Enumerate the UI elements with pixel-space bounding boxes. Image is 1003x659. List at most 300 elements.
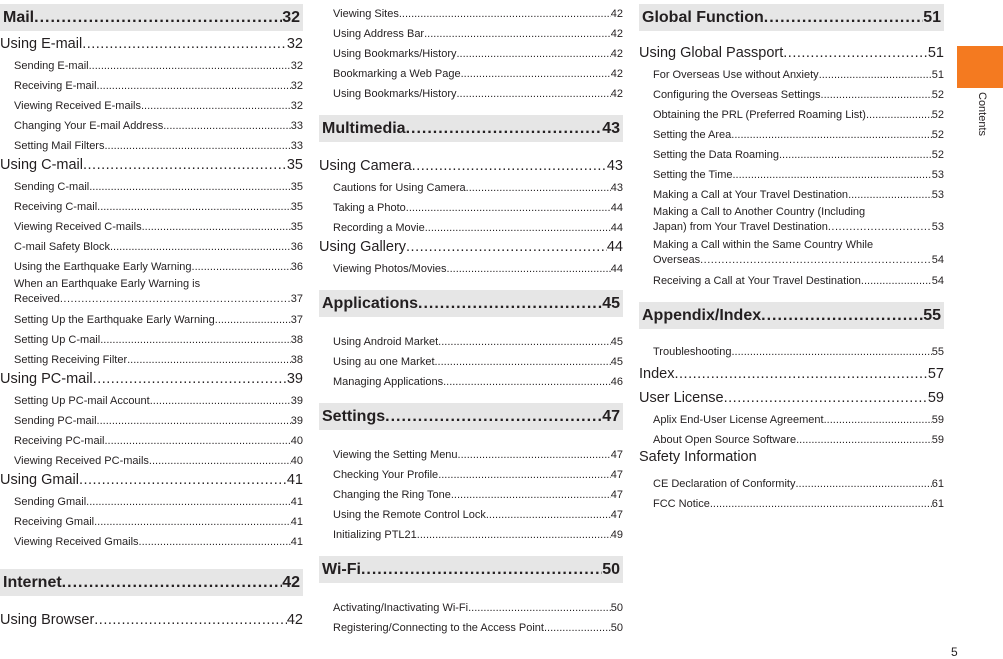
toc-entry-title-line2: Received [14, 293, 60, 305]
toc-entry[interactable] [319, 461, 623, 481]
toc-page-number: 39 [290, 415, 303, 427]
toc-page-number: 43 [610, 182, 623, 194]
toc-entry-title-line1: Making a Call within the Same Country While [653, 239, 874, 251]
toc-entry-title: Setting Up C-mail [14, 334, 101, 346]
toc-page-number: 44 [606, 239, 623, 255]
toc-entry-title: Receiving PC-mail [14, 435, 105, 447]
toc-entry[interactable] [0, 508, 303, 528]
toc-entry[interactable] [319, 481, 623, 501]
toc-chapter-title: Using PC-mail [0, 371, 93, 387]
toc-entry[interactable] [639, 161, 944, 181]
toc-entry[interactable] [0, 92, 303, 112]
toc-entry[interactable] [0, 193, 303, 213]
toc-entry[interactable] [0, 528, 303, 548]
toc-section-title: Internet [3, 573, 62, 591]
dot-leader [447, 263, 611, 275]
toc-entry[interactable] [0, 72, 303, 92]
dot-leader [406, 239, 607, 255]
dot-leader [456, 88, 610, 100]
dot-leader [425, 222, 611, 234]
toc-section-title: Wi-Fi [322, 560, 361, 578]
toc-entry-title: Using the Earthquake Early Warning [14, 261, 192, 273]
toc-page-number: 39 [286, 371, 303, 387]
toc-column-left [0, 4, 303, 628]
spacer [319, 317, 623, 328]
toc-entry[interactable] [639, 201, 944, 234]
dot-leader [83, 157, 287, 173]
toc-page-number: 32 [290, 60, 303, 72]
toc-page-number: 35 [286, 157, 303, 173]
toc-entry-title: Troubleshooting [653, 346, 732, 358]
spacer [639, 31, 944, 40]
dot-leader [761, 307, 923, 325]
toc-page-number: 47 [602, 407, 620, 425]
toc-entry[interactable] [639, 406, 944, 426]
toc-entry[interactable] [0, 488, 303, 508]
toc-entry[interactable] [639, 490, 944, 510]
toc-page-number: 32 [286, 36, 303, 52]
spacer [319, 583, 623, 594]
toc-chapter-title: Using Global Passport [639, 45, 784, 61]
toc-page-number: 35 [290, 221, 303, 233]
dot-leader [361, 561, 602, 579]
toc-entry-title-line2: Overseas [653, 254, 701, 266]
toc-entry-title: Viewing Received C-mails [14, 221, 142, 233]
toc-entry-title: Managing Applications [333, 376, 444, 388]
toc-page-number: 32 [290, 100, 303, 112]
dot-leader [724, 390, 928, 406]
toc-entry[interactable] [639, 61, 944, 81]
toc-entry[interactable] [639, 470, 944, 490]
dot-leader [443, 376, 611, 388]
toc-page-number: 54 [931, 254, 944, 266]
dot-leader [438, 469, 611, 481]
toc-chapter-title: Using C-mail [0, 157, 83, 173]
toc-page-number: 42 [610, 28, 623, 40]
toc-entry-title: Changing Your E-mail Address [14, 120, 164, 132]
toc-entry-title: Setting Mail Filters [14, 140, 105, 152]
toc-chapter[interactable] [319, 234, 623, 255]
toc-chapter[interactable] [639, 40, 944, 61]
dot-leader [142, 221, 291, 233]
toc-entry[interactable] [639, 101, 944, 121]
toc-entry-title: Receiving C-mail [14, 201, 98, 213]
toc-section[interactable] [319, 115, 623, 142]
toc-entry-title: Viewing Received PC-mails [14, 455, 149, 467]
toc-page-number: 53 [931, 169, 944, 181]
dot-leader [821, 89, 932, 101]
toc-section-title: Mail [3, 8, 35, 26]
toc-entry[interactable] [319, 214, 623, 234]
contents-tab[interactable] [957, 46, 1003, 88]
toc-entry[interactable] [0, 273, 303, 306]
dot-leader [163, 120, 291, 132]
toc-chapter-title: User License [639, 390, 724, 406]
toc-section[interactable] [639, 4, 944, 31]
dot-leader [127, 354, 291, 366]
toc-entry[interactable] [639, 181, 944, 201]
toc-entry-line2 [653, 252, 944, 267]
toc-entry-title: Using Bookmarks/History [333, 48, 457, 60]
toc-section[interactable] [0, 4, 303, 31]
toc-entry[interactable] [319, 60, 623, 80]
toc-page-number: 50 [610, 602, 623, 614]
toc-entry-title: Taking a Photo [333, 202, 406, 214]
toc-entry[interactable] [319, 594, 623, 614]
toc-page-number: 44 [610, 263, 623, 275]
toc-entry-title: Bookmarking a Web Page [333, 68, 461, 80]
toc-page-number: 44 [610, 222, 623, 234]
toc-entry[interactable] [0, 112, 303, 132]
toc-entry-title: Setting the Area [653, 129, 732, 141]
toc-page-number: 50 [602, 560, 620, 578]
toc-page-number: 42 [610, 88, 623, 100]
toc-page-number: 52 [931, 109, 944, 121]
dot-leader [764, 9, 923, 27]
toc-entry[interactable] [639, 426, 944, 446]
toc-entry-title: Recording a Movie [333, 222, 425, 234]
toc-entry-title: Viewing the Setting Menu [333, 449, 458, 461]
toc-section[interactable] [319, 290, 623, 317]
toc-entry-title: Setting Up the Earthquake Early Warning [14, 314, 215, 326]
toc-entry-title: Viewing Photos/Movies [333, 263, 447, 275]
toc-entry[interactable] [0, 52, 303, 72]
toc-chapter-title: Using E-mail [0, 36, 83, 52]
dot-leader [34, 9, 282, 27]
toc-entry[interactable] [639, 121, 944, 141]
toc-entry-title: Checking Your Profile [333, 469, 439, 481]
toc-chapter-title: Using Gmail [0, 472, 79, 488]
dot-leader [94, 516, 291, 528]
toc-entry-title: Using Address Bar [333, 28, 425, 40]
toc-entry-title: Making a Call at Your Travel Destination [653, 189, 849, 201]
dot-leader [385, 408, 602, 426]
toc-section-title: Applications [322, 294, 419, 312]
dot-leader [139, 536, 291, 548]
toc-entry[interactable] [319, 20, 623, 40]
toc-column-right [639, 4, 944, 510]
toc-page-number: 45 [602, 294, 620, 312]
toc-column-middle [319, 0, 623, 634]
dot-leader [866, 109, 932, 121]
toc-chapter-title: Using Gallery [319, 239, 407, 255]
dot-leader [783, 45, 928, 61]
dot-leader [700, 253, 932, 267]
spacer [319, 388, 623, 403]
toc-entry[interactable] [319, 441, 623, 461]
toc-page-number: 55 [931, 346, 944, 358]
toc-entry[interactable] [0, 213, 303, 233]
toc-entry[interactable] [319, 328, 623, 348]
toc-entry[interactable] [0, 253, 303, 273]
spacer [0, 596, 303, 607]
toc-section-title: Global Function [642, 8, 764, 26]
toc-page-number: 41 [290, 516, 303, 528]
toc-page-number: 51 [923, 8, 941, 26]
toc-page-number: 59 [927, 390, 944, 406]
dot-leader [149, 455, 291, 467]
toc-entry[interactable] [0, 407, 303, 427]
toc-section[interactable] [319, 403, 623, 430]
contents-tab-label: Contents [976, 92, 988, 137]
toc-entry[interactable] [319, 80, 623, 100]
toc-page-number: 47 [610, 469, 623, 481]
toc-page-number: 35 [290, 201, 303, 213]
dot-leader [828, 220, 932, 234]
toc-entry-title: Configuring the Overseas Settings [653, 89, 821, 101]
toc-entry-title: Receiving a Call at Your Travel Destination [653, 275, 861, 287]
toc-entry-title: Viewing Received Gmails [14, 536, 139, 548]
toc-page-number: 41 [290, 536, 303, 548]
dot-leader [795, 478, 931, 490]
toc-entry-title: Sending Gmail [14, 496, 87, 508]
toc-page-number: 43 [606, 158, 623, 174]
dot-leader [819, 69, 932, 81]
spacer [319, 430, 623, 441]
dot-leader [406, 202, 611, 214]
toc-entry-title: Setting Receiving Filter [14, 354, 128, 366]
toc-page-number: 36 [290, 241, 303, 253]
toc-entry[interactable] [0, 173, 303, 193]
toc-entry[interactable] [319, 521, 623, 541]
dot-leader [486, 509, 611, 521]
toc-entry[interactable] [0, 387, 303, 407]
spacer [319, 541, 623, 556]
toc-chapter-title: Using Browser [0, 612, 95, 628]
toc-page-number: 44 [610, 202, 623, 214]
toc-page-number: 40 [290, 455, 303, 467]
toc-entry-title: About Open Source Software [653, 434, 797, 446]
dot-leader [458, 449, 611, 461]
toc-page-number: 37 [290, 314, 303, 326]
toc-chapter-title: Using Camera [319, 158, 412, 174]
dot-leader [89, 181, 291, 193]
toc-section[interactable] [0, 569, 303, 596]
toc-entry-title: Viewing Received E-mails [14, 100, 141, 112]
toc-entry-line2 [14, 291, 303, 306]
toc-page-number: 41 [286, 472, 303, 488]
spacer [319, 100, 623, 115]
toc-page-number: 33 [290, 140, 303, 152]
page-number: 5 [951, 645, 958, 659]
toc-entry[interactable] [319, 174, 623, 194]
toc-page-number: 36 [290, 261, 303, 273]
toc-page-number: 40 [290, 435, 303, 447]
toc-entry-title: Receiving Gmail [14, 516, 95, 528]
dot-leader [79, 472, 287, 488]
dot-leader [451, 489, 611, 501]
toc-section-title: Appendix/Index [642, 306, 762, 324]
dot-leader [824, 414, 932, 426]
dot-leader [435, 356, 611, 368]
toc-entry-title: Sending PC-mail [14, 415, 97, 427]
toc-chapter[interactable] [639, 361, 944, 382]
toc-chapter[interactable] [319, 153, 623, 174]
dot-leader [731, 346, 931, 358]
dot-leader [731, 129, 931, 141]
dot-leader [104, 435, 290, 447]
toc-section-title: Settings [322, 407, 386, 425]
spacer [639, 287, 944, 302]
toc-chapter[interactable] [0, 31, 303, 52]
toc-page-number: 35 [290, 181, 303, 193]
toc-entry-title: Setting Up PC-mail Account [14, 395, 150, 407]
toc-page-number: 47 [610, 449, 623, 461]
toc-entry-title: Setting the Time [653, 169, 733, 181]
toc-entry-title: Obtaining the PRL (Preferred Roaming List) [653, 109, 866, 121]
toc-section[interactable] [639, 302, 944, 329]
toc-entry-title: Receiving E-mail [14, 80, 97, 92]
toc-page-number: 53 [931, 189, 944, 201]
toc-page-number: 55 [923, 306, 941, 324]
toc-chapter[interactable] [0, 366, 303, 387]
toc-entry[interactable] [0, 132, 303, 152]
dot-leader [110, 241, 291, 253]
toc-entry-title: Registering/Connecting to the Access Point [333, 622, 544, 634]
toc-page-number: 39 [290, 395, 303, 407]
toc-entry[interactable] [639, 267, 944, 287]
dot-leader [60, 292, 291, 306]
toc-entry[interactable] [319, 255, 623, 275]
toc-page-number: 61 [931, 478, 944, 490]
toc-entry[interactable] [319, 40, 623, 60]
toc-entry-title: Using Bookmarks/History [333, 88, 457, 100]
dot-leader [456, 48, 610, 60]
toc-entry[interactable] [0, 306, 303, 326]
toc-page-number: 53 [931, 221, 944, 233]
dot-leader [468, 602, 611, 614]
dot-leader [861, 275, 932, 287]
toc-entry[interactable] [0, 233, 303, 253]
toc-entry-line2 [653, 219, 944, 234]
toc-page-number: 38 [290, 354, 303, 366]
dot-leader [466, 182, 611, 194]
spacer [319, 275, 623, 290]
toc-entry-title-line2: Japan) from Your Travel Destination [653, 221, 828, 233]
toc-page-number: 50 [610, 622, 623, 634]
toc-entry[interactable] [0, 447, 303, 467]
dot-leader [461, 68, 611, 80]
toc-page-number: 32 [290, 80, 303, 92]
toc-page-number: 45 [610, 356, 623, 368]
toc-entry-title: C-mail Safety Block [14, 241, 110, 253]
dot-leader [97, 415, 291, 427]
toc-entry[interactable] [0, 346, 303, 366]
dot-leader [399, 8, 611, 20]
dot-leader [438, 336, 611, 348]
toc-page-number: 32 [282, 8, 300, 26]
toc-page-number: 57 [927, 366, 944, 382]
spacer [0, 548, 303, 569]
toc-entry-title: Aplix End-User License Agreement [653, 414, 824, 426]
toc-entry[interactable] [639, 81, 944, 101]
toc-entry[interactable] [319, 501, 623, 521]
toc-entry[interactable] [639, 141, 944, 161]
toc-entry[interactable] [319, 614, 623, 634]
dot-leader [150, 395, 291, 407]
toc-entry-title: Activating/Inactivating Wi-Fi [333, 602, 469, 614]
toc-entry-title: Sending C-mail [14, 181, 90, 193]
toc-page-number: 47 [610, 509, 623, 521]
toc-page-number: 45 [610, 336, 623, 348]
dot-leader [674, 366, 927, 382]
toc-page-number: 42 [286, 612, 303, 628]
toc-entry-title: Cautions for Using Camera [333, 182, 466, 194]
toc-page-number: 51 [931, 69, 944, 81]
toc-chapter[interactable] [0, 152, 303, 173]
toc-entry[interactable] [0, 326, 303, 346]
toc-entry-title: Using the Remote Control Lock [333, 509, 486, 521]
toc-page-number: 52 [931, 89, 944, 101]
toc-page-number: 42 [610, 8, 623, 20]
dot-leader [82, 36, 287, 52]
dot-leader [424, 28, 611, 40]
dot-leader [418, 295, 602, 313]
dot-leader [215, 314, 291, 326]
dot-leader [406, 120, 603, 138]
toc-chapter-title: Index [639, 366, 675, 382]
toc-page-number: 51 [927, 45, 944, 61]
dot-leader [848, 189, 932, 201]
toc-page-number: 42 [610, 68, 623, 80]
toc-page-number: 46 [610, 376, 623, 388]
toc-entry[interactable] [0, 427, 303, 447]
toc-page-number: 61 [931, 498, 944, 510]
toc-section-title: Multimedia [322, 119, 406, 137]
toc-entry[interactable] [319, 348, 623, 368]
toc-entry[interactable] [639, 338, 944, 358]
toc-page-number: 54 [931, 275, 944, 287]
dot-leader [710, 498, 932, 510]
toc-entry[interactable] [319, 194, 623, 214]
dot-leader [93, 371, 287, 387]
toc-page-number: 42 [282, 573, 300, 591]
toc-entry-title: Setting the Data Roaming [653, 149, 779, 161]
toc-entry-title: For Overseas Use without Anxiety [653, 69, 819, 81]
toc-page-number: 47 [610, 489, 623, 501]
dot-leader [104, 140, 290, 152]
dot-leader [141, 100, 291, 112]
spacer [319, 142, 623, 153]
toc-heading-plain: Safety Information [639, 449, 757, 465]
toc-entry[interactable] [639, 234, 944, 267]
toc-chapter[interactable] [0, 467, 303, 488]
toc-chapter[interactable] [0, 607, 303, 628]
toc-page-number: 41 [290, 496, 303, 508]
toc-page-number: 38 [290, 334, 303, 346]
dot-leader [796, 434, 932, 446]
toc-page-number: 43 [602, 119, 620, 137]
toc-page-number: 59 [931, 414, 944, 426]
toc-page-number: 42 [610, 48, 623, 60]
toc-entry-title-line1: Making a Call to Another Country (Including [653, 206, 866, 218]
dot-leader [779, 149, 932, 161]
toc-entry-title: Viewing Sites [333, 8, 399, 20]
dot-leader [89, 60, 291, 72]
dot-leader [62, 574, 283, 592]
toc-entry[interactable] [319, 0, 623, 20]
toc-page-number: 49 [610, 529, 623, 541]
toc-entry[interactable] [319, 368, 623, 388]
dot-leader [733, 169, 932, 181]
dot-leader [192, 261, 291, 273]
toc-chapter[interactable] [639, 385, 944, 406]
toc-section[interactable] [319, 556, 623, 583]
dot-leader [417, 529, 611, 541]
toc-entry-title: Changing the Ring Tone [333, 489, 451, 501]
toc-entry-title: Using au one Market [333, 356, 435, 368]
toc-page-number: 59 [931, 434, 944, 446]
